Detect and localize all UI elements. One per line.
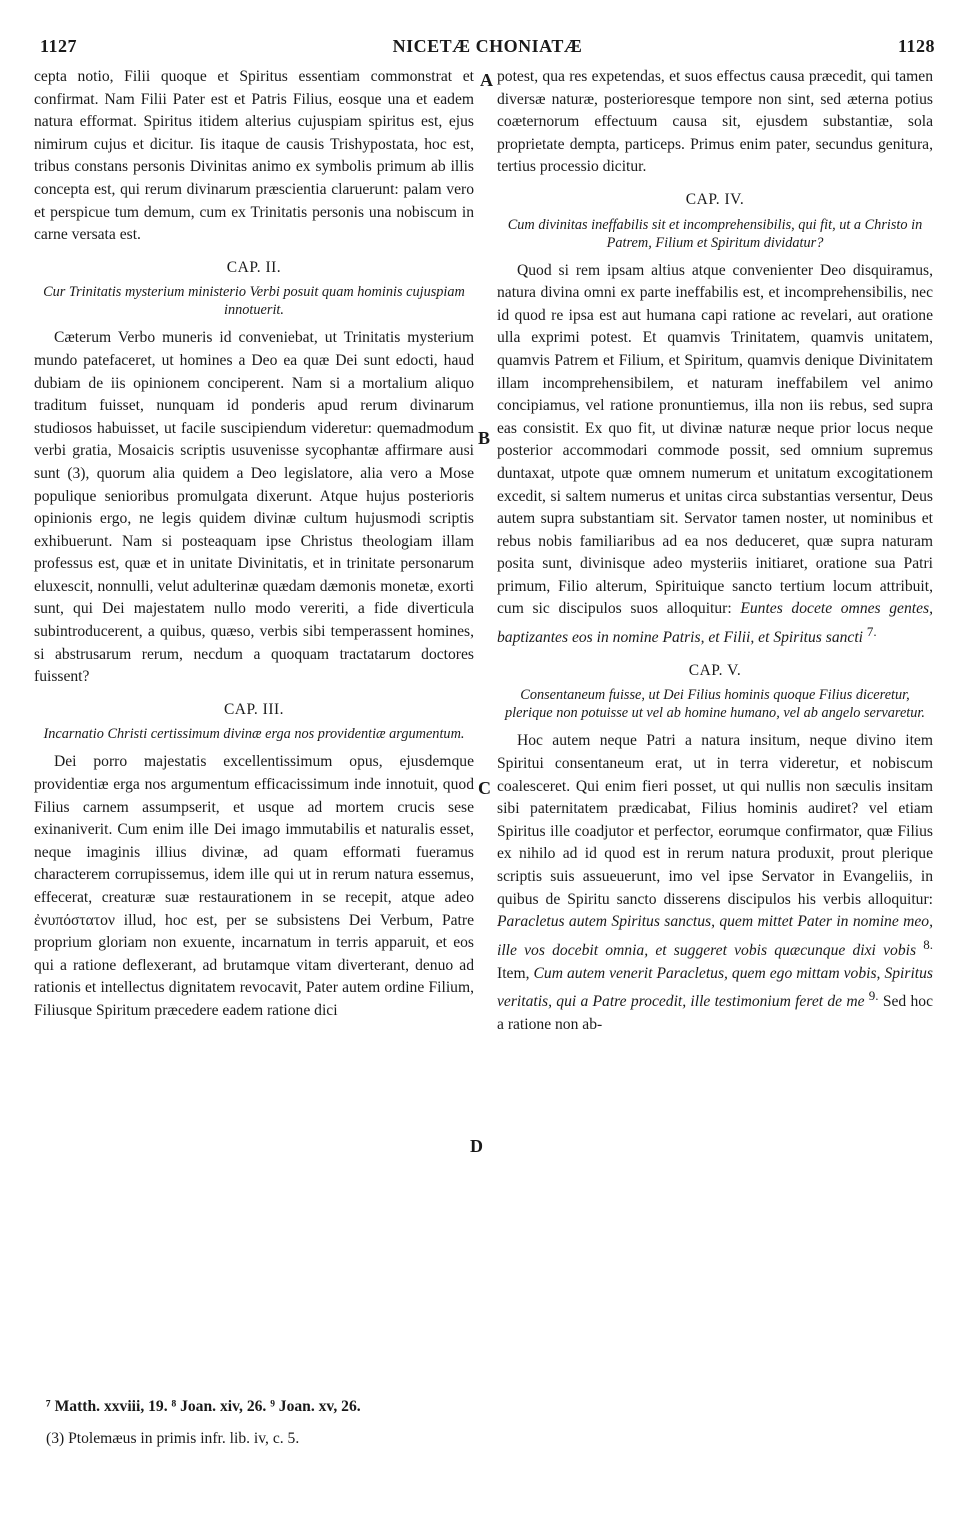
chapter-summary: Incarnatio Christi certissimum divinæ erga nos providentiæ argumentum. <box>43 726 465 743</box>
margin-marker-a: A <box>480 70 493 90</box>
paragraph-text: Hoc autem neque Patri a natura insitum, neque divino item Spiritui consentaneum erat, ut in terra videretur, et nobiscum coalesceret. Qui enim fieri posset, ut qui nullis non sæculis insitam sibi paternitatem prædicabat, Filius hominis audiret? vel etiam Spiritus ille coadjutor et perfector, eorumque confirmator, quæ Filius ex nihilo ad id quod est in rerum natura produxit, prout plerique scriptis suis assueuerunt, imo vel ipse Servator in Evangeliis, in quibus de Spiritu sancto disserens discipulos his verbis alloquitur: <box>497 732 933 908</box>
footnote-ref: 7. <box>866 624 877 640</box>
right-column <box>497 66 933 1037</box>
paragraph: Dei porro majestatis excellentissimum opus, ejusdemque providentiæ erga nos argumentum efficacissimum inde innotuit, quod Filius carnem assumpserit, et usque ad mortem crucis sese exinaniverit. Cum enim ille Dei imago immutabilis et naturalis esset, neque imaginis illius divinæ, ad quam efformati fueramus characterem corrupissemus, idem ille qui ut in rerum natura essemus, effecerat, creaturæ suæ restaurationem in se recepit, atque adeo ἐνυπόστατον illud, hoc est, per se subsistens Dei Verbum, Patre proprium gloriam non exuente, incarnatum in terris apparuit, et eos qui a ratione deflexerant, ad brutamque vitam diverterant, denuo ad rationis et intellectus dignitatem revocavit, Pater autem ordine Filium, Filiusque Spiritum præcedere eadem ratione dici <box>34 753 474 1019</box>
left-column <box>34 66 474 1023</box>
footnote-ref: 8. <box>923 936 933 952</box>
page-header <box>40 36 935 58</box>
chapter-heading: CAP. IV. <box>685 190 745 208</box>
paragraph <box>497 260 933 650</box>
scripture-quote: Paracletus autem Spiritus sanctus, quem mittet Pater in nomine meo, ille vos docebit omnia, et suggeret vobis quæcunque dixi vobis <box>497 913 933 959</box>
chapter-heading: CAP. V. <box>688 661 742 679</box>
paragraph-text: Quod si rem ipsam altius atque convenienter Deo disquiramus, natura divina omni ex parte ineffabilis est, et incomprehensibilis, nec id quod re ipsa est aut humana capi ratione ac revelari, aut oratione ulla exprimi potest. Et quamvis Trinitatem, quamvis unitatem, quamvis Patrem et Filium, et Spiritum, quamvis denique Divinitatem illam incomprehensibilem, et naturam ineffabilem vel animo concipiamus, vel ratione pronuntiemus, illa non iis rebus, sed supra eas consistit. Ex quo fit, ut divinæ naturæ neque prior locus neque posterior accommodari commode possit, sed omnium supremus duntaxat, utpote quæ omnem numerum et unitatum excogitationem excedit, si saltem numerus et unitas circa substantias versentur, Deus autem supra substantiam sit. Servator tamen noster, ut nominibus et rebus nobis familiaribus ad ea nos deduceret, quæ supra naturam posita sunt, divinisque adeo mysteriis initiaret, oratione sua Patri primum, Filio alterum, Spirituique sancto tertium locum attribuit, cum sic discipulos suos alloquitur: <box>497 261 933 618</box>
paragraph: cepta notio, Filii quoque et Spiritus essentiam commonstrat et confirmat. Nam Filii Pater est et Patris Filius, eosque una et eadem natura efformat. Spiritus itidem alterius cujuspiam spiritus est, ejus nimirum cujus et dicitur. Iis itaque de causis Trishypostata, hoc est, tribus constans personis Divinitas animo ex symbolis primum ab illis concepta est, qui rerum divinarum præscientia claruerunt: palam vero et perspicue tum demum, cum ex Trinitatis personis una nobiscum in carne versata est. <box>34 68 474 244</box>
chapter-summary: Cum divinitas ineffabilis sit et incomprehensibilis, qui fit, ut a Christo in Patrem, Filium et Spiritum dividatur? <box>507 216 923 251</box>
paragraph-text: Sed hoc a ratione non ab- <box>497 993 933 1033</box>
margin-marker-c: C <box>478 778 491 798</box>
chapter-summary: Cur Trinitatis mysterium ministerio Verbi posuit quam hominis cujuspiam innotuerit. <box>43 284 465 319</box>
page-number-right: 1128 <box>897 36 935 56</box>
footnote-note: (3) Ptolemæus in primis infr. lib. iv, c. 5. <box>46 1430 300 1447</box>
margin-marker-b: B <box>478 428 491 448</box>
running-title: NICETÆ CHONIATÆ <box>392 36 583 56</box>
footnote-ref: 9. <box>868 988 879 1004</box>
paragraph: Cæterum Verbo muneris id conveniebat, ut Trinitatis mysterium mundo patefaceret, ut homines a Deo ea quæ Dei sunt edocti, haud dubiam de iis opinionem conciperent. Nam si a mortalium aliquo traditum fuisset, nunquam id ponderis apud rerum divinarum studiosos habuisset, ut facile suscipiendum videretur: quemadmodum verbi gratia, Mosaicis scriptis usuvenisse sycophantæ affirmare ausi sunt (3), quorum alia quidem a Deo legislatore, alia vero a Mose populique senioribus promulgata dixerunt. Atque hujus posterioris opinionis ergo, ne legis quidem divinæ cultum hujusmodi scriptis exhibuerunt. Nam si posteaquam ipse Christus theologiam illam professus est, quæ et in unitate Divinitatis, et in trinitate personarum eluxescit, nonnulli, velut adulterinæ quædam dæmonis monetæ, exorti sunt, qui Dei majestatem nullo modo vereriti, a fide diverticula subintroducerent, a quibus, quæso, verbis sibi temperassent homines, si abstrusarum rerum, necdum a quoquam tractatarum doctores fuissent? <box>34 329 474 686</box>
paragraph-text: Item, <box>497 964 530 982</box>
page-number-left: 1127 <box>40 36 78 56</box>
footnote-references: ⁷ Matth. xxviii, 19. ⁸ Joan. xiv, 26. ⁹ Joan. xv, 26. <box>46 1398 361 1415</box>
chapter-summary: Consentaneum fuisse, ut Dei Filius hominis quoque Filius diceretur, plerique non potuisse ut vel ab homine humano, vel ab angelo servaretur. <box>505 687 925 722</box>
paragraph <box>497 730 933 1036</box>
scripture-quote: Euntes docete omnes gentes, baptizantes eos in nomine Patris, et Filii, et Spiritus sancti <box>497 600 933 647</box>
chapter-heading: CAP. III. <box>223 700 285 718</box>
paragraph: potest, qua res expetendas, et suos effectus causa præcedit, qui tamen diversæ naturæ, posterioresque tempore non sint, sed æterna potius coæternorum effectuum causa sit, ejusdem substantiæ, sola proprietate dempta, particeps. Primus enim pater, secundus genitura, tertius processio dicitur. <box>497 68 933 176</box>
chapter-heading: CAP. II. <box>226 258 282 276</box>
footnotes <box>46 1398 746 1448</box>
scripture-quote: Cum autem venerit Paracletus, quem ego mittam vobis, Spiritus veritatis, qui a Patre procedit, ille testimonium feret de me <box>497 964 933 1011</box>
margin-marker-d: D <box>470 1136 483 1156</box>
